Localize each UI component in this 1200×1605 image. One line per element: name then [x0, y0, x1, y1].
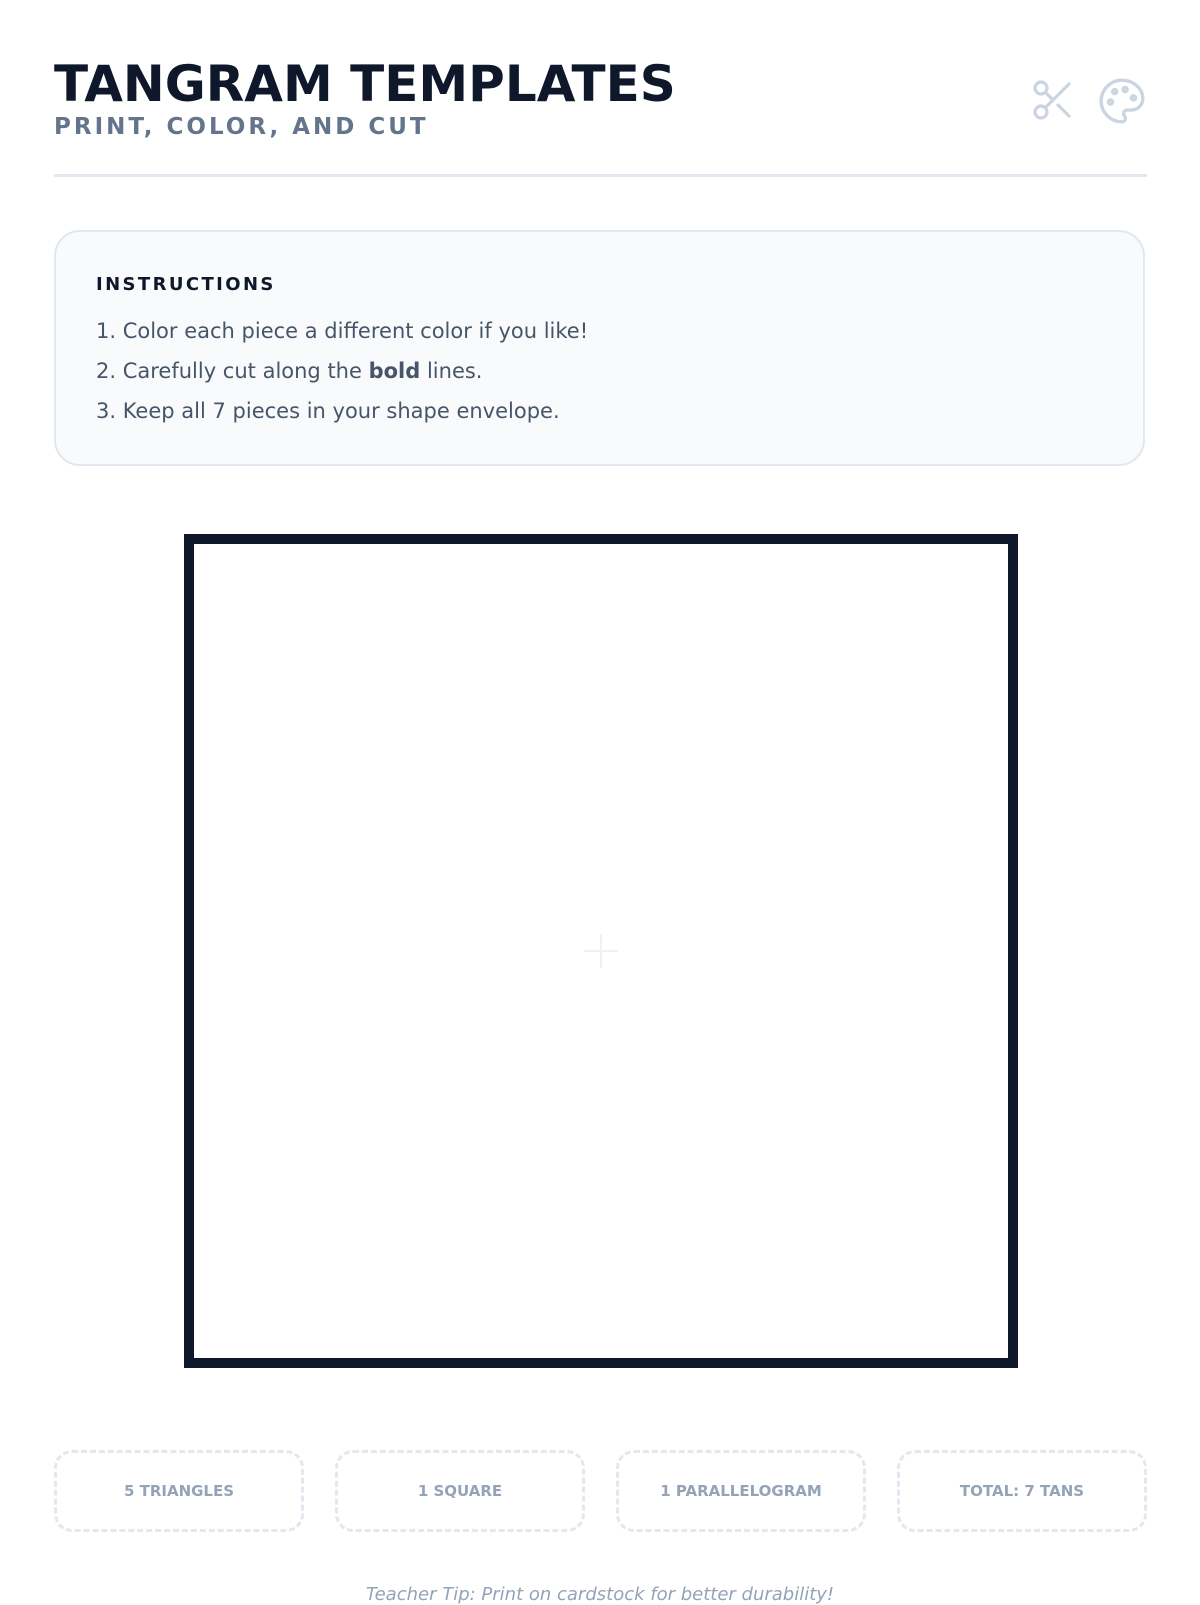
- instructions-heading: INSTRUCTIONS: [96, 274, 276, 295]
- header-divider: [54, 174, 1147, 177]
- instruction-step-1: 1. Color each piece a different color if you like!: [96, 319, 589, 343]
- page-header: [54, 54, 1147, 140]
- palette-icon: [1097, 76, 1147, 126]
- instruction-step-2-bold: bold: [368, 359, 421, 383]
- page-title: TANGRAM TEMPLATES: [54, 55, 676, 113]
- center-crosshair-icon: [584, 934, 618, 968]
- square-count-badge: 1 SQUARE: [335, 1450, 585, 1532]
- instruction-step-2-prefix: 2. Carefully cut along the: [96, 359, 369, 383]
- instruction-step-3: 3. Keep all 7 pieces in your shape envelope.: [96, 399, 560, 423]
- instruction-step-2: [96, 351, 1103, 391]
- header-icons: [1029, 76, 1147, 126]
- instruction-step-2-suffix: lines.: [420, 359, 483, 383]
- triangles-count-badge: 5 TRIANGLES: [54, 1450, 304, 1532]
- instructions-panel: [54, 230, 1145, 466]
- scissors-icon: [1029, 76, 1077, 126]
- teacher-tip: Teacher Tip: Print on cardstock for better durability!: [365, 1584, 835, 1605]
- piece-count-row: [54, 1450, 1147, 1532]
- tangram-square-outline: [184, 534, 1018, 1368]
- total-count-badge: TOTAL: 7 TANS: [897, 1450, 1147, 1532]
- parallelogram-count-badge: 1 PARALLELOGRAM: [616, 1450, 866, 1532]
- page-subtitle: PRINT, COLOR, AND CUT: [54, 114, 429, 140]
